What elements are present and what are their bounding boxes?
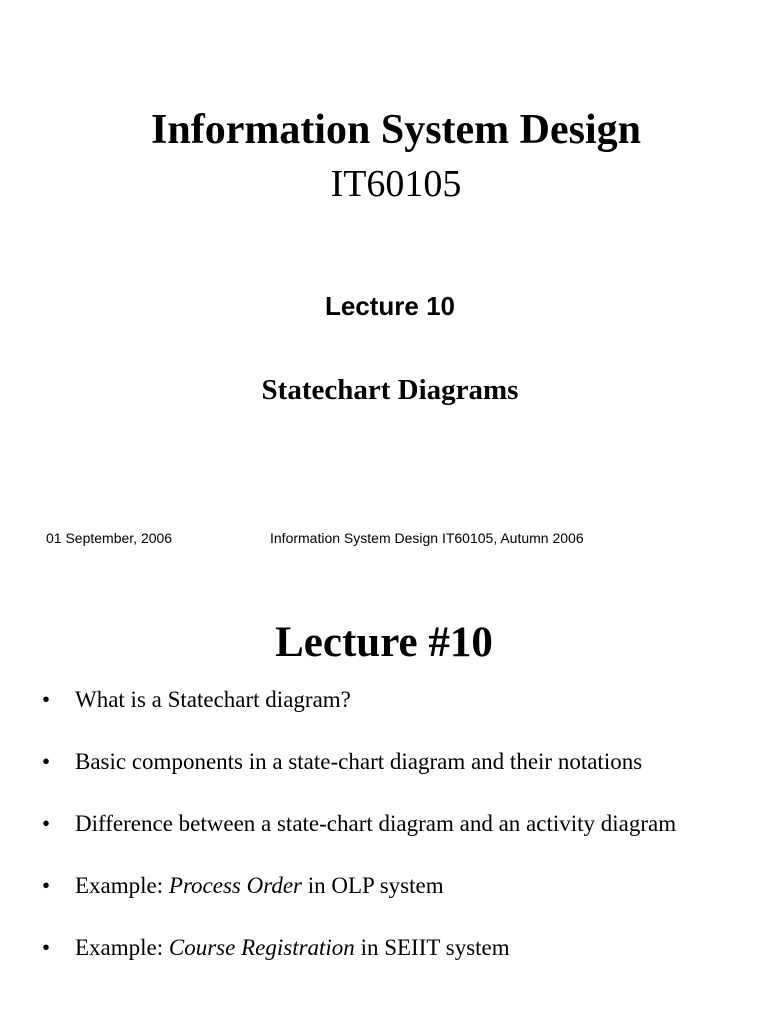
bullet-icon: • <box>42 749 51 774</box>
slide-title: Lecture #10 <box>275 619 493 666</box>
bullet-text: Basic components in a state-chart diagram and their notations <box>75 749 643 774</box>
bullet-item <box>42 870 732 901</box>
bullet-item <box>42 808 732 839</box>
bullet-text-emphasis: Process Order <box>168 873 302 898</box>
slide-2 <box>0 576 768 1024</box>
bullet-item <box>42 746 732 777</box>
bullet-list <box>42 684 732 994</box>
bullet-item <box>42 684 732 715</box>
bullet-text-emphasis: Course Registration <box>168 935 355 960</box>
bullet-item <box>42 932 732 963</box>
bullet-text-prefix: Example: <box>75 935 169 960</box>
footer-date: 01 September, 2006 <box>46 530 173 546</box>
bullet-text-suffix: in OLP system <box>301 873 444 898</box>
lecture-topic: Statechart Diagrams <box>261 374 519 406</box>
bullet-text: Difference between a state-chart diagram and an activity diagram <box>75 811 677 836</box>
lecture-number: Lecture 10 <box>324 291 456 321</box>
footer-course: Information System Design IT60105, Autumn 2006 <box>270 530 584 546</box>
bullet-icon: • <box>42 687 51 712</box>
course-code: IT60105 <box>330 163 462 205</box>
bullet-icon: • <box>42 873 51 898</box>
bullet-text: What is a Statechart diagram? <box>75 687 351 712</box>
bullet-text-suffix: in SEIIT system <box>354 935 510 960</box>
bullet-icon: • <box>42 935 51 960</box>
bullet-text-prefix: Example: <box>75 873 169 898</box>
bullet-icon: • <box>42 811 51 836</box>
slide-title: Information System Design <box>151 107 641 153</box>
